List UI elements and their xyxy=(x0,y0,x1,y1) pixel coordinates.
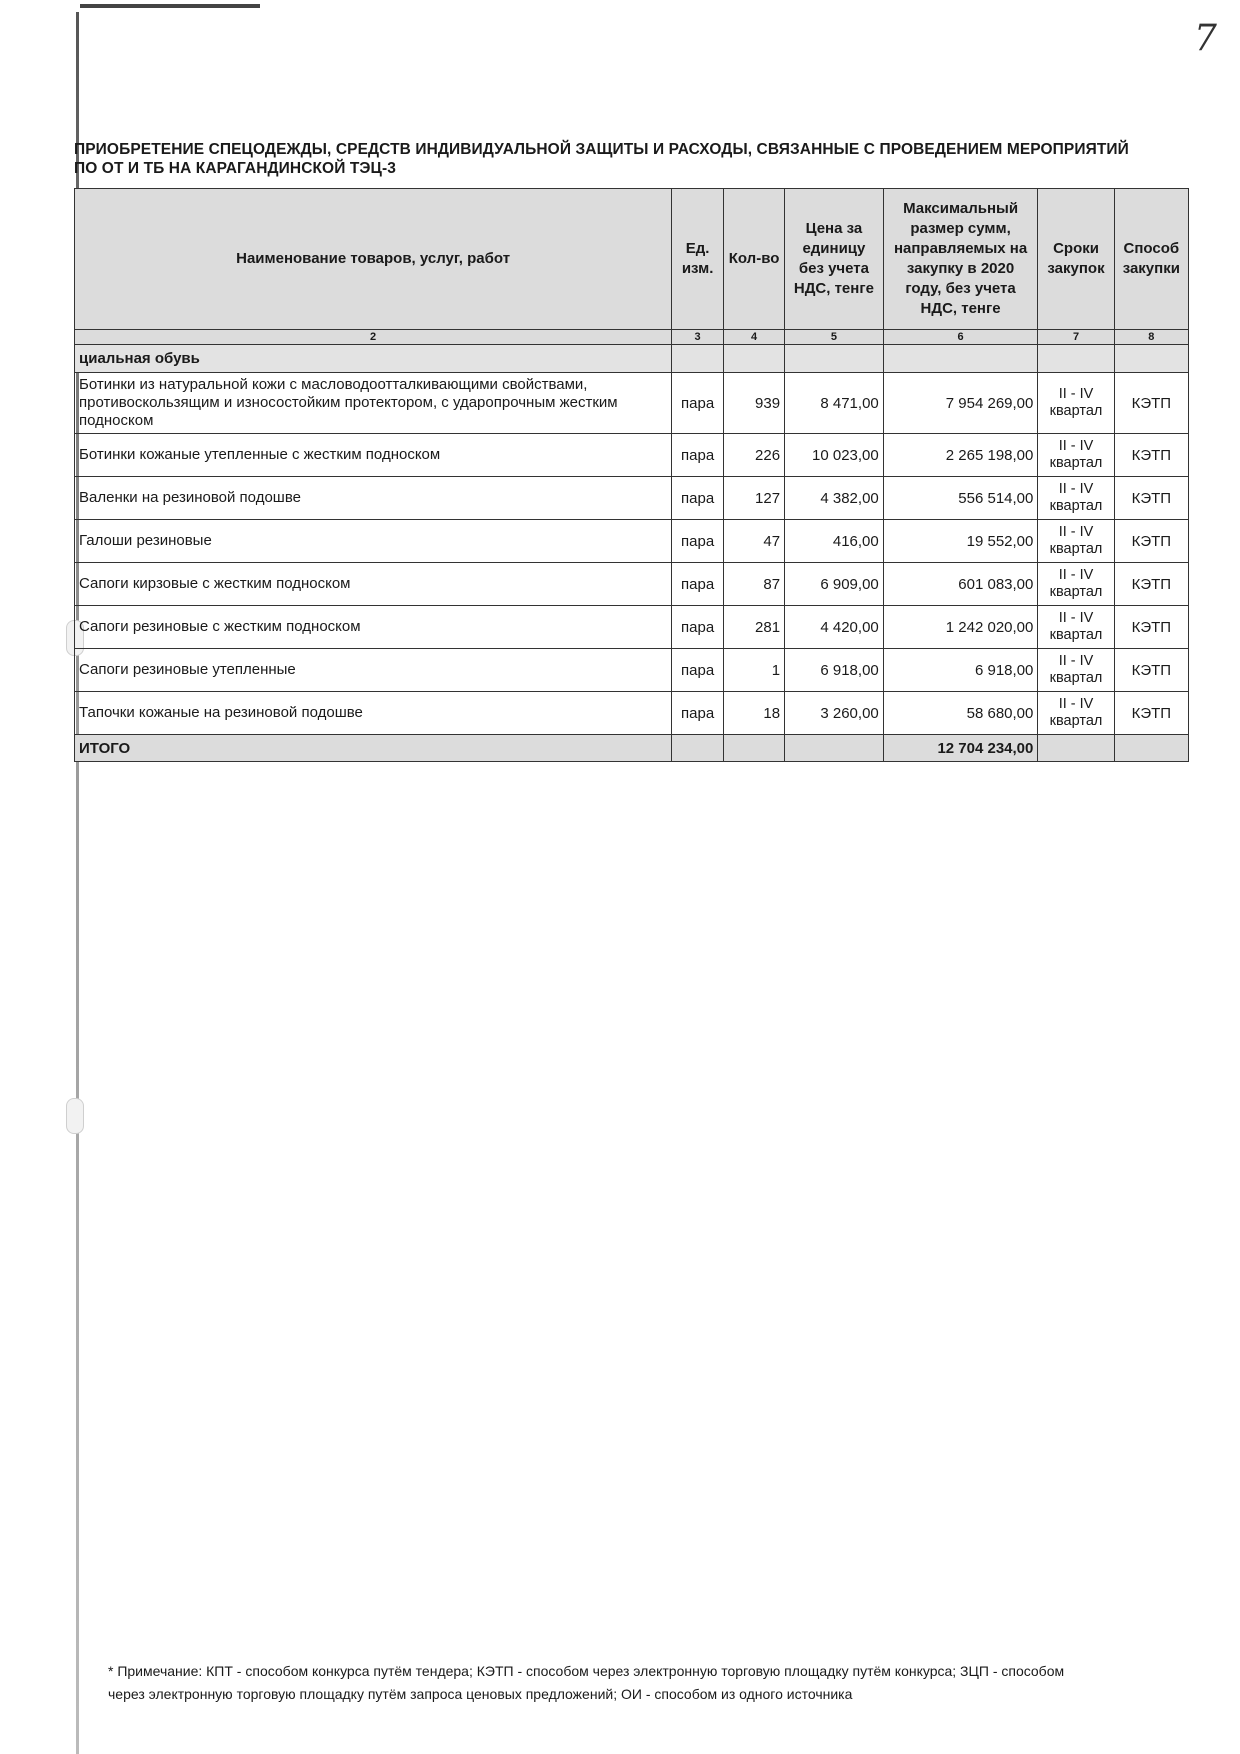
empty-cell xyxy=(1114,735,1188,762)
item-price: 416,00 xyxy=(785,520,884,563)
item-price: 6 918,00 xyxy=(785,649,884,692)
item-qty: 226 xyxy=(724,434,785,477)
item-method: КЭТП xyxy=(1114,606,1188,649)
item-method: КЭТП xyxy=(1114,520,1188,563)
table-row xyxy=(75,373,1189,434)
item-unit: пара xyxy=(672,606,724,649)
section-title: циальная обувь xyxy=(75,345,672,373)
item-period: II - IV квартал xyxy=(1038,520,1114,563)
column-number: 8 xyxy=(1114,330,1188,345)
empty-cell xyxy=(672,735,724,762)
item-period: II - IV квартал xyxy=(1038,434,1114,477)
item-price: 3 260,00 xyxy=(785,692,884,735)
footnote: * Примечание: КПТ - способом конкурса путём тендера; КЭТП - способом через электронную торговую площадку путём конкурса; ЗЦП - способом через электронную торговую площадку путём запроса ценовых предложений; ОИ - способом из одного источника xyxy=(108,1663,1065,1702)
item-name: Галоши резиновые xyxy=(75,520,672,563)
item-price: 10 023,00 xyxy=(785,434,884,477)
item-qty: 18 xyxy=(724,692,785,735)
column-number: 5 xyxy=(785,330,884,345)
item-name: Сапоги кирзовые с жестким подноском xyxy=(75,563,672,606)
item-name: Валенки на резиновой подошве xyxy=(75,477,672,520)
item-name: Тапочки кожаные на резиновой подошве xyxy=(75,692,672,735)
item-method: КЭТП xyxy=(1114,477,1188,520)
item-unit: пара xyxy=(672,373,724,434)
item-price: 4 382,00 xyxy=(785,477,884,520)
item-sum: 58 680,00 xyxy=(883,692,1038,735)
item-name: Сапоги резиновые утепленные xyxy=(75,649,672,692)
table-row xyxy=(75,649,1189,692)
item-period: II - IV квартал xyxy=(1038,606,1114,649)
punch-hole xyxy=(66,1098,84,1134)
empty-cell xyxy=(724,735,785,762)
header-qty: Кол-во xyxy=(724,189,785,330)
item-price: 8 471,00 xyxy=(785,373,884,434)
table-row xyxy=(75,477,1189,520)
table-row xyxy=(75,434,1189,477)
header-unit: Ед. изм. xyxy=(672,189,724,330)
item-price: 6 909,00 xyxy=(785,563,884,606)
column-number: 4 xyxy=(724,330,785,345)
header-price: Цена за единицу без учета НДС, тенге xyxy=(785,189,884,330)
empty-cell xyxy=(883,345,1038,373)
title-line-2: ПО ОТ И ТБ НА КАРАГАНДИНСКОЙ ТЭЦ-3 xyxy=(74,160,396,177)
empty-cell xyxy=(1038,735,1114,762)
item-sum: 1 242 020,00 xyxy=(883,606,1038,649)
item-method: КЭТП xyxy=(1114,373,1188,434)
column-number: 2 xyxy=(75,330,672,345)
header-max-sum: Максимальный размер сумм, направляемых на закупку в 2020 году, без учета НДС, тенге xyxy=(883,189,1038,330)
item-sum: 601 083,00 xyxy=(883,563,1038,606)
column-number: 3 xyxy=(672,330,724,345)
total-row xyxy=(75,735,1189,762)
empty-cell xyxy=(1114,345,1188,373)
item-qty: 87 xyxy=(724,563,785,606)
empty-cell xyxy=(785,345,884,373)
total-sum: 12 704 234,00 xyxy=(883,735,1038,762)
document-title xyxy=(74,140,1194,178)
item-name: Ботинки из натуральной кожи с масловодоотталкивающими свойствами, противоскользящим и износостойким протектором, с ударопрочным жестким подноском xyxy=(75,373,672,434)
item-period: II - IV квартал xyxy=(1038,563,1114,606)
item-qty: 939 xyxy=(724,373,785,434)
table-row xyxy=(75,606,1189,649)
item-unit: пара xyxy=(672,434,724,477)
item-qty: 281 xyxy=(724,606,785,649)
table-row xyxy=(75,692,1189,735)
empty-cell xyxy=(785,735,884,762)
header-name: Наименование товаров, услуг, работ xyxy=(75,189,672,330)
item-sum: 19 552,00 xyxy=(883,520,1038,563)
item-sum: 7 954 269,00 xyxy=(883,373,1038,434)
item-qty: 127 xyxy=(724,477,785,520)
item-period: II - IV квартал xyxy=(1038,477,1114,520)
item-unit: пара xyxy=(672,563,724,606)
item-price: 4 420,00 xyxy=(785,606,884,649)
item-unit: пара xyxy=(672,692,724,735)
item-period: II - IV квартал xyxy=(1038,649,1114,692)
scan-artifact-top xyxy=(80,4,260,8)
item-method: КЭТП xyxy=(1114,692,1188,735)
item-period: II - IV квартал xyxy=(1038,373,1114,434)
item-sum: 6 918,00 xyxy=(883,649,1038,692)
page-number: 7 xyxy=(1194,18,1217,59)
item-unit: пара xyxy=(672,477,724,520)
item-unit: пара xyxy=(672,520,724,563)
column-number: 6 xyxy=(883,330,1038,345)
item-sum: 556 514,00 xyxy=(883,477,1038,520)
procurement-table xyxy=(74,188,1189,762)
item-sum: 2 265 198,00 xyxy=(883,434,1038,477)
table-row xyxy=(75,520,1189,563)
table-row xyxy=(75,563,1189,606)
column-number-row xyxy=(75,330,1189,345)
total-label: ИТОГО xyxy=(75,735,672,762)
item-method: КЭТП xyxy=(1114,563,1188,606)
header-method: Способ закупки xyxy=(1114,189,1188,330)
item-qty: 1 xyxy=(724,649,785,692)
empty-cell xyxy=(724,345,785,373)
column-number: 7 xyxy=(1038,330,1114,345)
section-row xyxy=(75,345,1189,373)
title-line-1: ПРИОБРЕТЕНИЕ СПЕЦОДЕЖДЫ, СРЕДСТВ ИНДИВИДУАЛЬНОЙ ЗАЩИТЫ И РАСХОДЫ, СВЯЗАННЫЕ С ПРОВЕДЕНИЕМ МЕРОПРИЯТИЙ xyxy=(74,141,1129,158)
item-name: Сапоги резиновые с жестким подноском xyxy=(75,606,672,649)
item-method: КЭТП xyxy=(1114,649,1188,692)
header-period: Сроки закупок xyxy=(1038,189,1114,330)
header-row xyxy=(75,189,1189,330)
item-name: Ботинки кожаные утепленные с жестким подноском xyxy=(75,434,672,477)
empty-cell xyxy=(672,345,724,373)
empty-cell xyxy=(1038,345,1114,373)
item-unit: пара xyxy=(672,649,724,692)
item-qty: 47 xyxy=(724,520,785,563)
item-method: КЭТП xyxy=(1114,434,1188,477)
item-period: II - IV квартал xyxy=(1038,692,1114,735)
